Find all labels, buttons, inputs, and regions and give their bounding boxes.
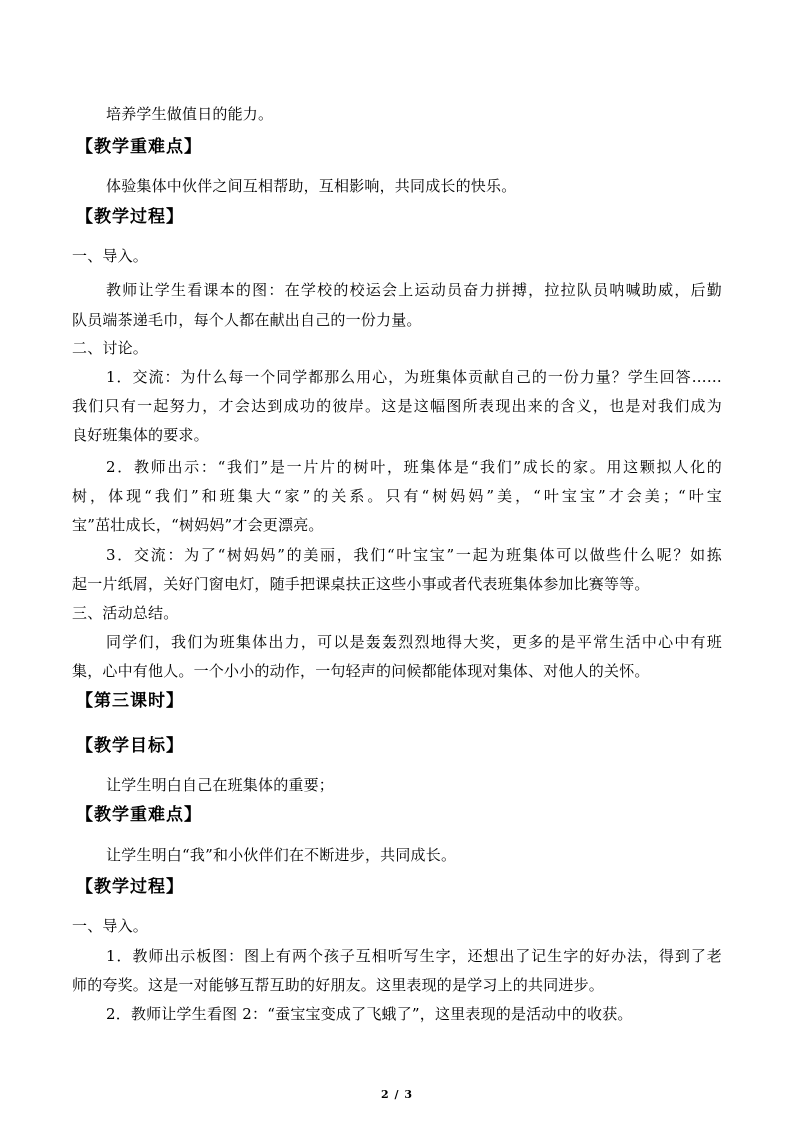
text-line: 宝”茁壮成长，“树妈妈”才会更漂亮。: [72, 516, 324, 534]
text-line: 让学生明白自己在班集体的重要；: [106, 776, 335, 794]
text-line: 起一片纸屑，关好门窗电灯，随手把课桌扶正这些小事或者代表班集体参加比赛等等。: [72, 575, 650, 593]
text-line: 树，体现“我们”和班集大“家”的关系。只有“树妈妈”美，“叶宝宝”才会美；“叶宝: [72, 487, 722, 505]
text-line: 体验集体中伙伴之间互相帮助，互相影响，共同成长的快乐。: [106, 177, 517, 195]
text-line: 教师让学生看课本的图：在学校的校运会上运动员奋力拼搏，拉拉队员呐喊助威，后勤: [106, 281, 722, 299]
section-heading-process: 【教学过程】: [76, 877, 184, 897]
text-line: 1．教师出示板图：图上有两个孩子互相听写生字，还想出了记生字的好办法，得到了老: [106, 947, 722, 965]
section-heading-third-lesson: 【第三课时】: [76, 691, 184, 711]
text-line: 3．交流：为了“树妈妈”的美丽，我们“叶宝宝”一起为班集体可以做些什么呢？如拣: [106, 546, 722, 564]
text-line: 良好班集体的要求。: [72, 426, 209, 444]
text-line: 师的夸奖。这是一对能够互帮互助的好朋友。这里表现的是学习上的共同进步。: [72, 976, 605, 994]
section-heading-key-points: 【教学重难点】: [76, 137, 202, 157]
text-line: 我们只有一起努力，才会达到成功的彼岸。这是这幅图所表现出来的含义，也是对我们成为: [72, 397, 722, 415]
text-line: 同学们，我们为班集体出力，可以是轰轰烈烈地得大奖，更多的是平常生活中心中有班: [106, 633, 722, 651]
text-line: 集，心中有他人。一个小小的动作，一句轻声的问候都能体现对集体、对他人的关怀。: [72, 662, 650, 680]
text-line: 1．交流：为什么每一个同学都那么用心，为班集体贡献自己的一份力量？学生回答……: [106, 368, 722, 386]
page-number: 2 / 3: [381, 1088, 413, 1101]
subsection-title: 一、导入。: [72, 917, 149, 935]
text-line: 让学生明白“我”和小伙伴们在不断进步，共同成长。: [106, 846, 457, 864]
text-line: 培养学生做值日的能力。: [106, 105, 274, 123]
subsection-title: 三、活动总结。: [72, 604, 179, 622]
text-line: 队员端茶递毛巾，每个人都在献出自己的一份力量。: [72, 311, 422, 329]
subsection-title: 一、导入。: [72, 247, 149, 265]
section-heading-key-points: 【教学重难点】: [76, 805, 202, 825]
text-line: 2．教师让学生看图 2：“蚕宝宝变成了飞蛾了”，这里表现的是活动中的收获。: [106, 1005, 633, 1023]
subsection-title: 二、讨论。: [72, 339, 149, 357]
text-line: 2．教师出示：“我们”是一片片的树叶，班集体是“我们”成长的家。用这颗拟人化的: [106, 458, 722, 476]
section-heading-process: 【教学过程】: [76, 207, 184, 227]
section-heading-objectives: 【教学目标】: [76, 736, 184, 756]
